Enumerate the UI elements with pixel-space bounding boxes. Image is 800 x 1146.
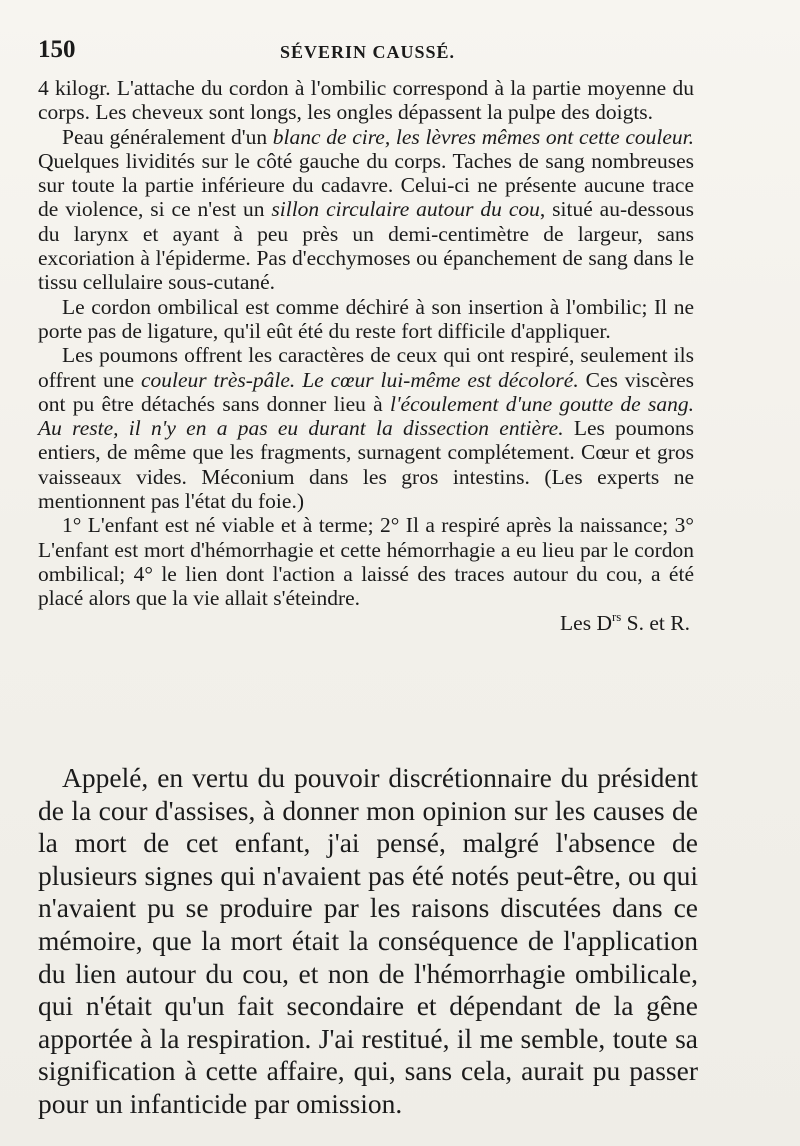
text-run: Ces viscères ont pu être détachés sans donner lieu à	[38, 367, 695, 416]
paragraph-lungs	[38, 343, 694, 513]
signature	[38, 611, 694, 635]
text-run: Le cordon ombilical est comme déchiré à son insertion à l'ombilic; Il ne porte pas de ligature, qu'il eût été du reste fort difficile d'appliquer.	[38, 294, 694, 343]
text-run: Quelques lividités sur le côté gauche du corps. Taches de sang nombreuses sur toute la partie inférieure du cadavre. Celui-ci ne présente aucune trace de violence, si ce n'est un	[38, 148, 694, 222]
text-run: Appelé, en vertu du pouvoir discrétionnaire du président de la cour d'assises, à donner mon opinion sur les causes de la mort de cet enfant, j'ai pensé, malgré l'absence de plusieurs signes qui n'avaient pas été notés peut-être, ou qui n'avaient pu se produire par les raisons discutées dans ce mémoire, que la mort était la conséquence de l'application du lien autour du cou, et non de l'hémorrhagie ombilicale, qui n'était qu'un fait secondaire et dépendant de la gêne apportée à la respiration. J'ai restitué, il me semble, toute sa signification à cette affaire, qui, sans cela, aurait pu passer pour un infanticide par omission.	[38, 762, 698, 1119]
text-run: Les poumons entiers, de même que les fragments, surnagent complétement. Cœur et gros vaisseaux vides. Méconium dans les gros intestins. (Les experts ne mentionnent pas l'état du foie.)	[38, 416, 694, 514]
author-commentary	[38, 762, 698, 1121]
italic-run: sillon circulaire autour du cou	[271, 197, 540, 222]
text-run: , situé au-dessous du larynx et ayant à peu près un demi-centimètre de largeur, sans excoriation à l'épiderme. Pas d'ecchymoses ou épanchement de sang dans le tissu cellulaire sous-cutané.	[38, 197, 694, 295]
signature-text: Les D	[560, 610, 612, 635]
page-number: 150	[38, 36, 76, 63]
italic-run: couleur très-pâle. Le cœur lui-même est décoloré.	[140, 367, 579, 392]
report-text	[38, 76, 694, 635]
paragraph-skin	[38, 125, 694, 295]
paragraph-measurements	[38, 76, 694, 125]
paragraph-cord	[38, 295, 694, 344]
signature-superscript: rs	[611, 609, 622, 624]
italic-run: blanc de cire, les lèvres mêmes ont cette couleur.	[272, 124, 694, 149]
text-run: 4 kilogr. L'attache du cordon à l'ombilic correspond à la partie moyenne du corps. Les cheveux sont longs, les ongles dépassent la pulpe des doigts.	[38, 76, 694, 125]
text-run: 1° L'enfant est né viable et à terme; 2° Il a respiré après la naissance; 3° L'enfant est mort d'hémorrhagie et cette hémorrhagie a eu lieu par le cordon ombilical; 4° le lien dont l'action a laissé des traces autour du cou, a été placé alors que la vie allait s'éteindre.	[38, 513, 694, 611]
paragraph-opinion	[38, 762, 698, 1121]
running-title: SÉVERIN CAUSSÉ.	[280, 42, 456, 62]
text-run: Les poumons offrent les caractères de ceux qui ont respiré, seulement ils offrent une	[38, 343, 694, 392]
italic-run: l'écoulement d'une goutte de sang. Au reste, il n'y en a pas eu durant la dissection entière.	[38, 391, 694, 441]
paragraph-conclusions	[38, 513, 694, 610]
text-run: Peau généralement d'un	[62, 124, 273, 149]
signature-text: S. et R.	[621, 610, 690, 635]
page-header	[38, 36, 738, 70]
